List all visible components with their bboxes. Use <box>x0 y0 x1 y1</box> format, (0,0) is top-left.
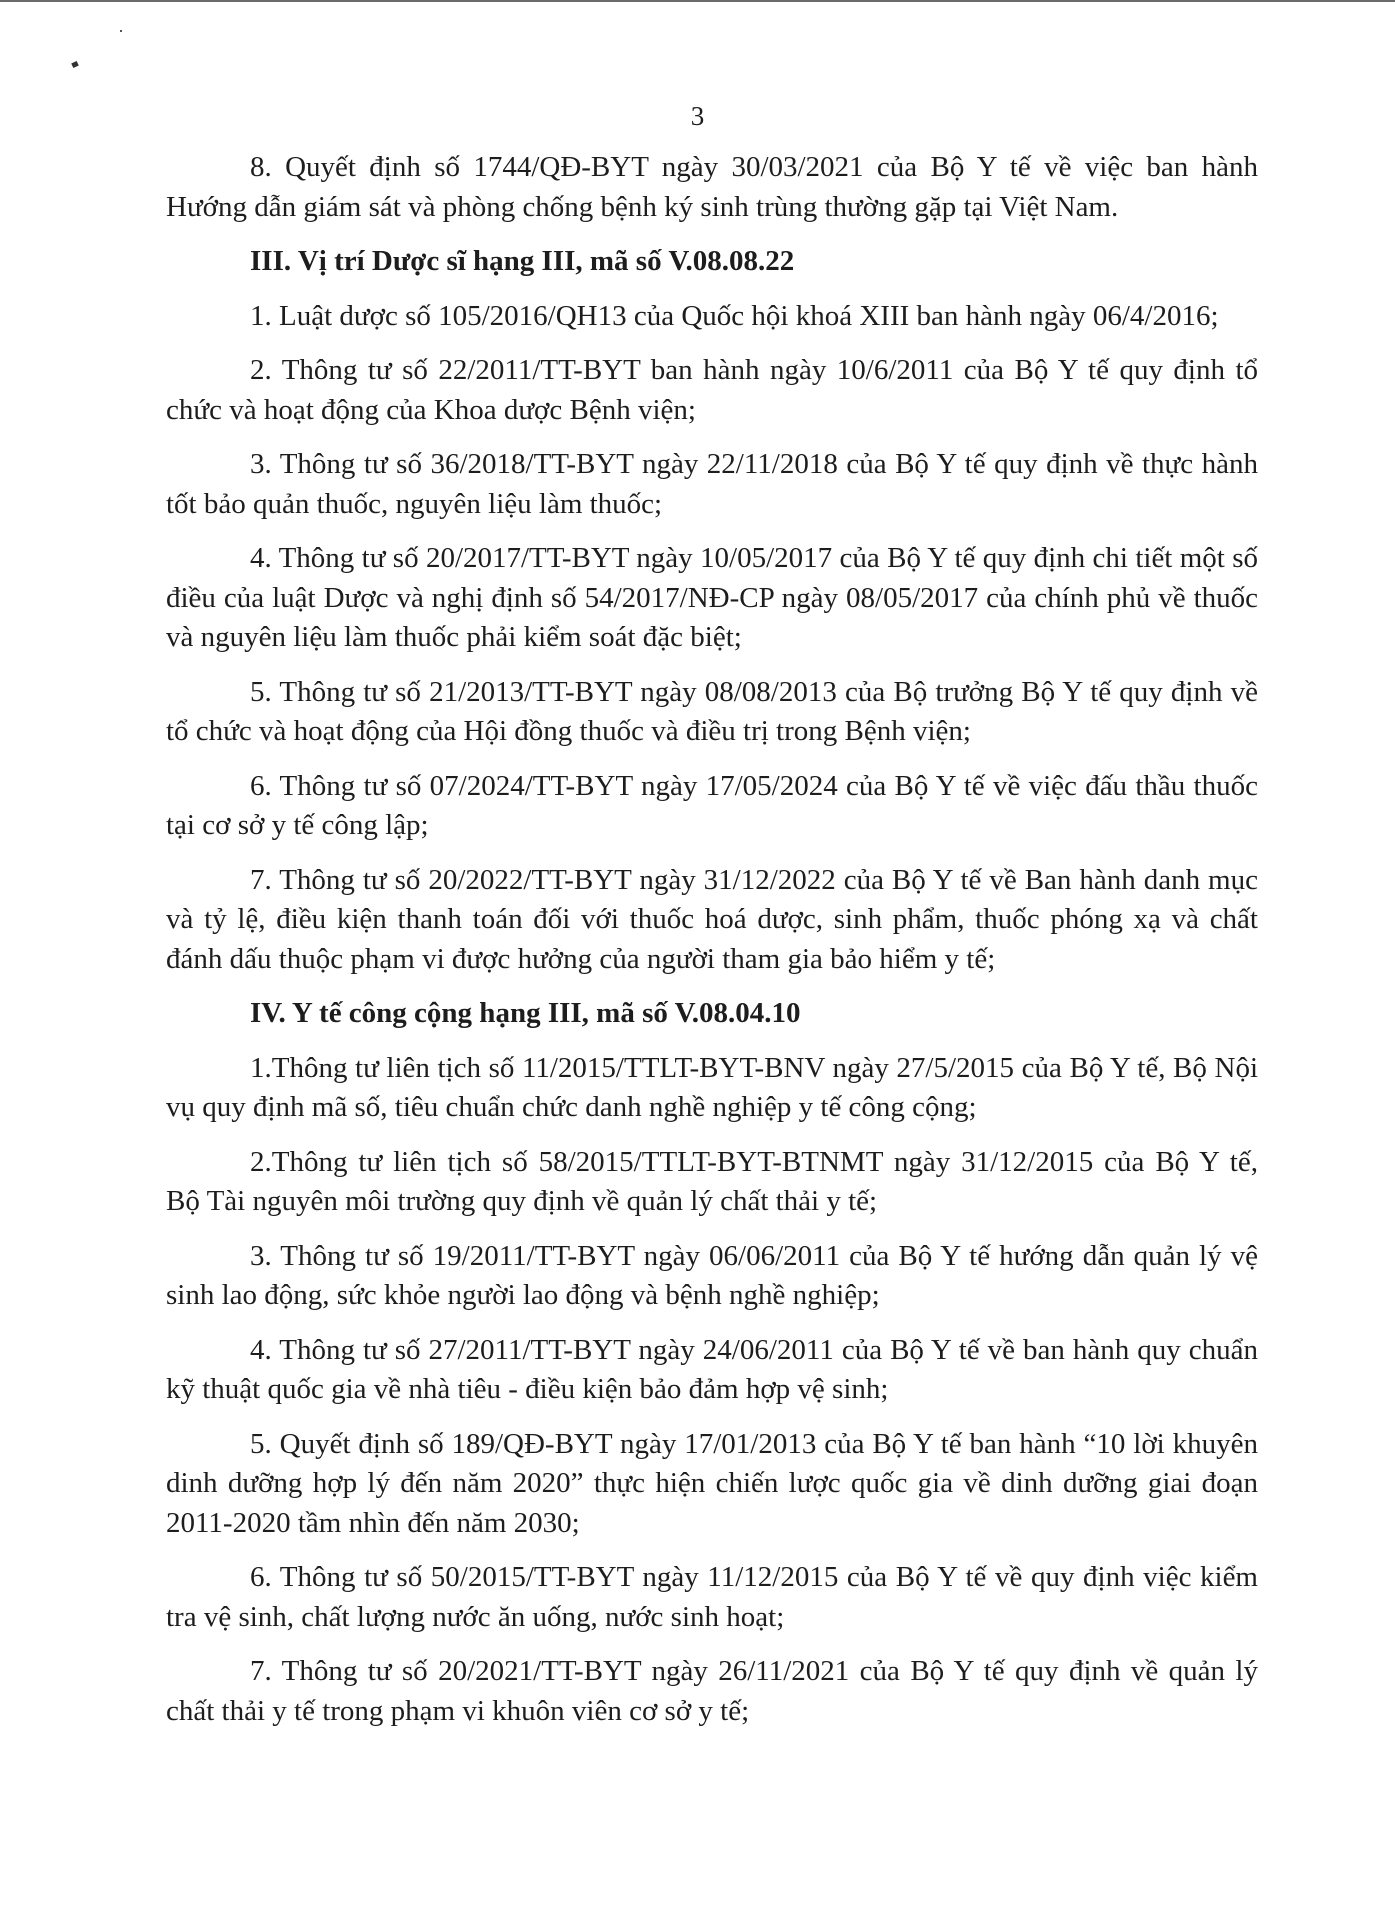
paragraph-8-decision-1744: 8. Quyết định số 1744/QĐ-BYT ngày 30/03/2021 của Bộ Y tế về việc ban hành Hướng dẫn giám sát và phòng chống bệnh ký sinh trùng thường gặp tại Việt Nam. <box>166 151 1258 223</box>
scan-artifact-dot <box>120 30 122 32</box>
paragraph-iv-5: 5. Quyết định số 189/QĐ-BYT ngày 17/01/2013 của Bộ Y tế ban hành “10 lời khuyên dinh dưỡng hợp lý đến năm 2020” thực hiện chiến lược quốc gia về dinh dưỡng giai đoạn 2011-2020 tầm nhìn đến năm 2030; <box>166 1427 1258 1539</box>
paragraph-iv-7: 7. Thông tư số 20/2021/TT-BYT ngày 26/11/2021 của Bộ Y tế quy định về quản lý chất thải y tế trong phạm vi khuôn viên cơ sở y tế; <box>166 1655 1258 1727</box>
paragraph-iv-2: 2.Thông tư liên tịch số 58/2015/TTLT-BYT-BTNMT ngày 31/12/2015 của Bộ Y tế, Bộ Tài nguyên môi trường quy định về quản lý chất thải y tế; <box>166 1145 1258 1217</box>
paragraph-iii-1: 1. Luật dược số 105/2016/QH13 của Quốc hội khoá XIII ban hành ngày 06/4/2016; <box>250 299 1219 332</box>
paragraph-iii-5: 5. Thông tư số 21/2013/TT-BYT ngày 08/08/2013 của Bộ trưởng Bộ Y tế quy định về tổ chức và hoạt động của Hội đồng thuốc và điều trị trong Bệnh viện; <box>166 675 1258 747</box>
paragraph-iii-3: 3. Thông tư số 36/2018/TT-BYT ngày 22/11/2018 của Bộ Y tế quy định về thực hành tốt bảo quản thuốc, nguyên liệu làm thuốc; <box>166 448 1258 520</box>
paragraph-iii-4: 4. Thông tư số 20/2017/TT-BYT ngày 10/05/2017 của Bộ Y tế quy định chi tiết một số điều của luật Dược và nghị định số 54/2017/NĐ-CP ngày 08/05/2017 của chính phủ về thuốc và nguyên liệu làm thuốc phải kiểm soát đặc biệt; <box>166 542 1258 653</box>
paragraph-iii-2: 2. Thông tư số 22/2011/TT-BYT ban hành ngày 10/6/2011 của Bộ Y tế quy định tổ chức và hoạt động của Khoa dược Bệnh viện; <box>166 354 1258 426</box>
page-number: 3 <box>690 101 705 131</box>
paragraph-iii-7: 7. Thông tư số 20/2022/TT-BYT ngày 31/12/2022 của Bộ Y tế về Ban hành danh mục và tỷ lệ, điều kiện thanh toán đối với thuốc hoá dược, sinh phẩm, thuốc phóng xạ và chất đánh dấu thuộc phạm vi được hưởng của người tham gia bảo hiểm y tế; <box>166 863 1258 975</box>
document-body <box>166 148 1258 1746</box>
paragraph-iv-1: 1.Thông tư liên tịch số 11/2015/TTLT-BYT-BNV ngày 27/5/2015 của Bộ Y tế, Bộ Nội vụ quy định mã số, tiêu chuẩn chức danh nghề nghiệp y tế công cộng; <box>166 1051 1258 1123</box>
paragraph-iv-6: 6. Thông tư số 50/2015/TT-BYT ngày 11/12/2015 của Bộ Y tế về quy định việc kiểm tra vệ sinh, chất lượng nước ăn uống, nước sinh hoạt; <box>166 1561 1258 1633</box>
section-heading-iii-pharmacist: III. Vị trí Dược sĩ hạng III, mã số V.08.08.22 <box>250 245 795 277</box>
paragraph-iv-3: 3. Thông tư số 19/2011/TT-BYT ngày 06/06/2011 của Bộ Y tế hướng dẫn quản lý vệ sinh lao động, sức khỏe người lao động và bệnh nghề nghiệp; <box>166 1239 1258 1311</box>
scan-artifact-mark <box>71 61 79 68</box>
paragraph-iv-4: 4. Thông tư số 27/2011/TT-BYT ngày 24/06/2011 của Bộ Y tế về ban hành quy chuẩn kỹ thuật quốc gia về nhà tiêu - điều kiện bảo đảm hợp vệ sinh; <box>166 1333 1258 1405</box>
scan-top-edge <box>0 0 1395 2</box>
section-heading-iv-public-health: IV. Y tế công cộng hạng III, mã số V.08.04.10 <box>250 997 801 1029</box>
paragraph-iii-6: 6. Thông tư số 07/2024/TT-BYT ngày 17/05/2024 của Bộ Y tế về việc đấu thầu thuốc tại cơ sở y tế công lập; <box>166 769 1258 841</box>
